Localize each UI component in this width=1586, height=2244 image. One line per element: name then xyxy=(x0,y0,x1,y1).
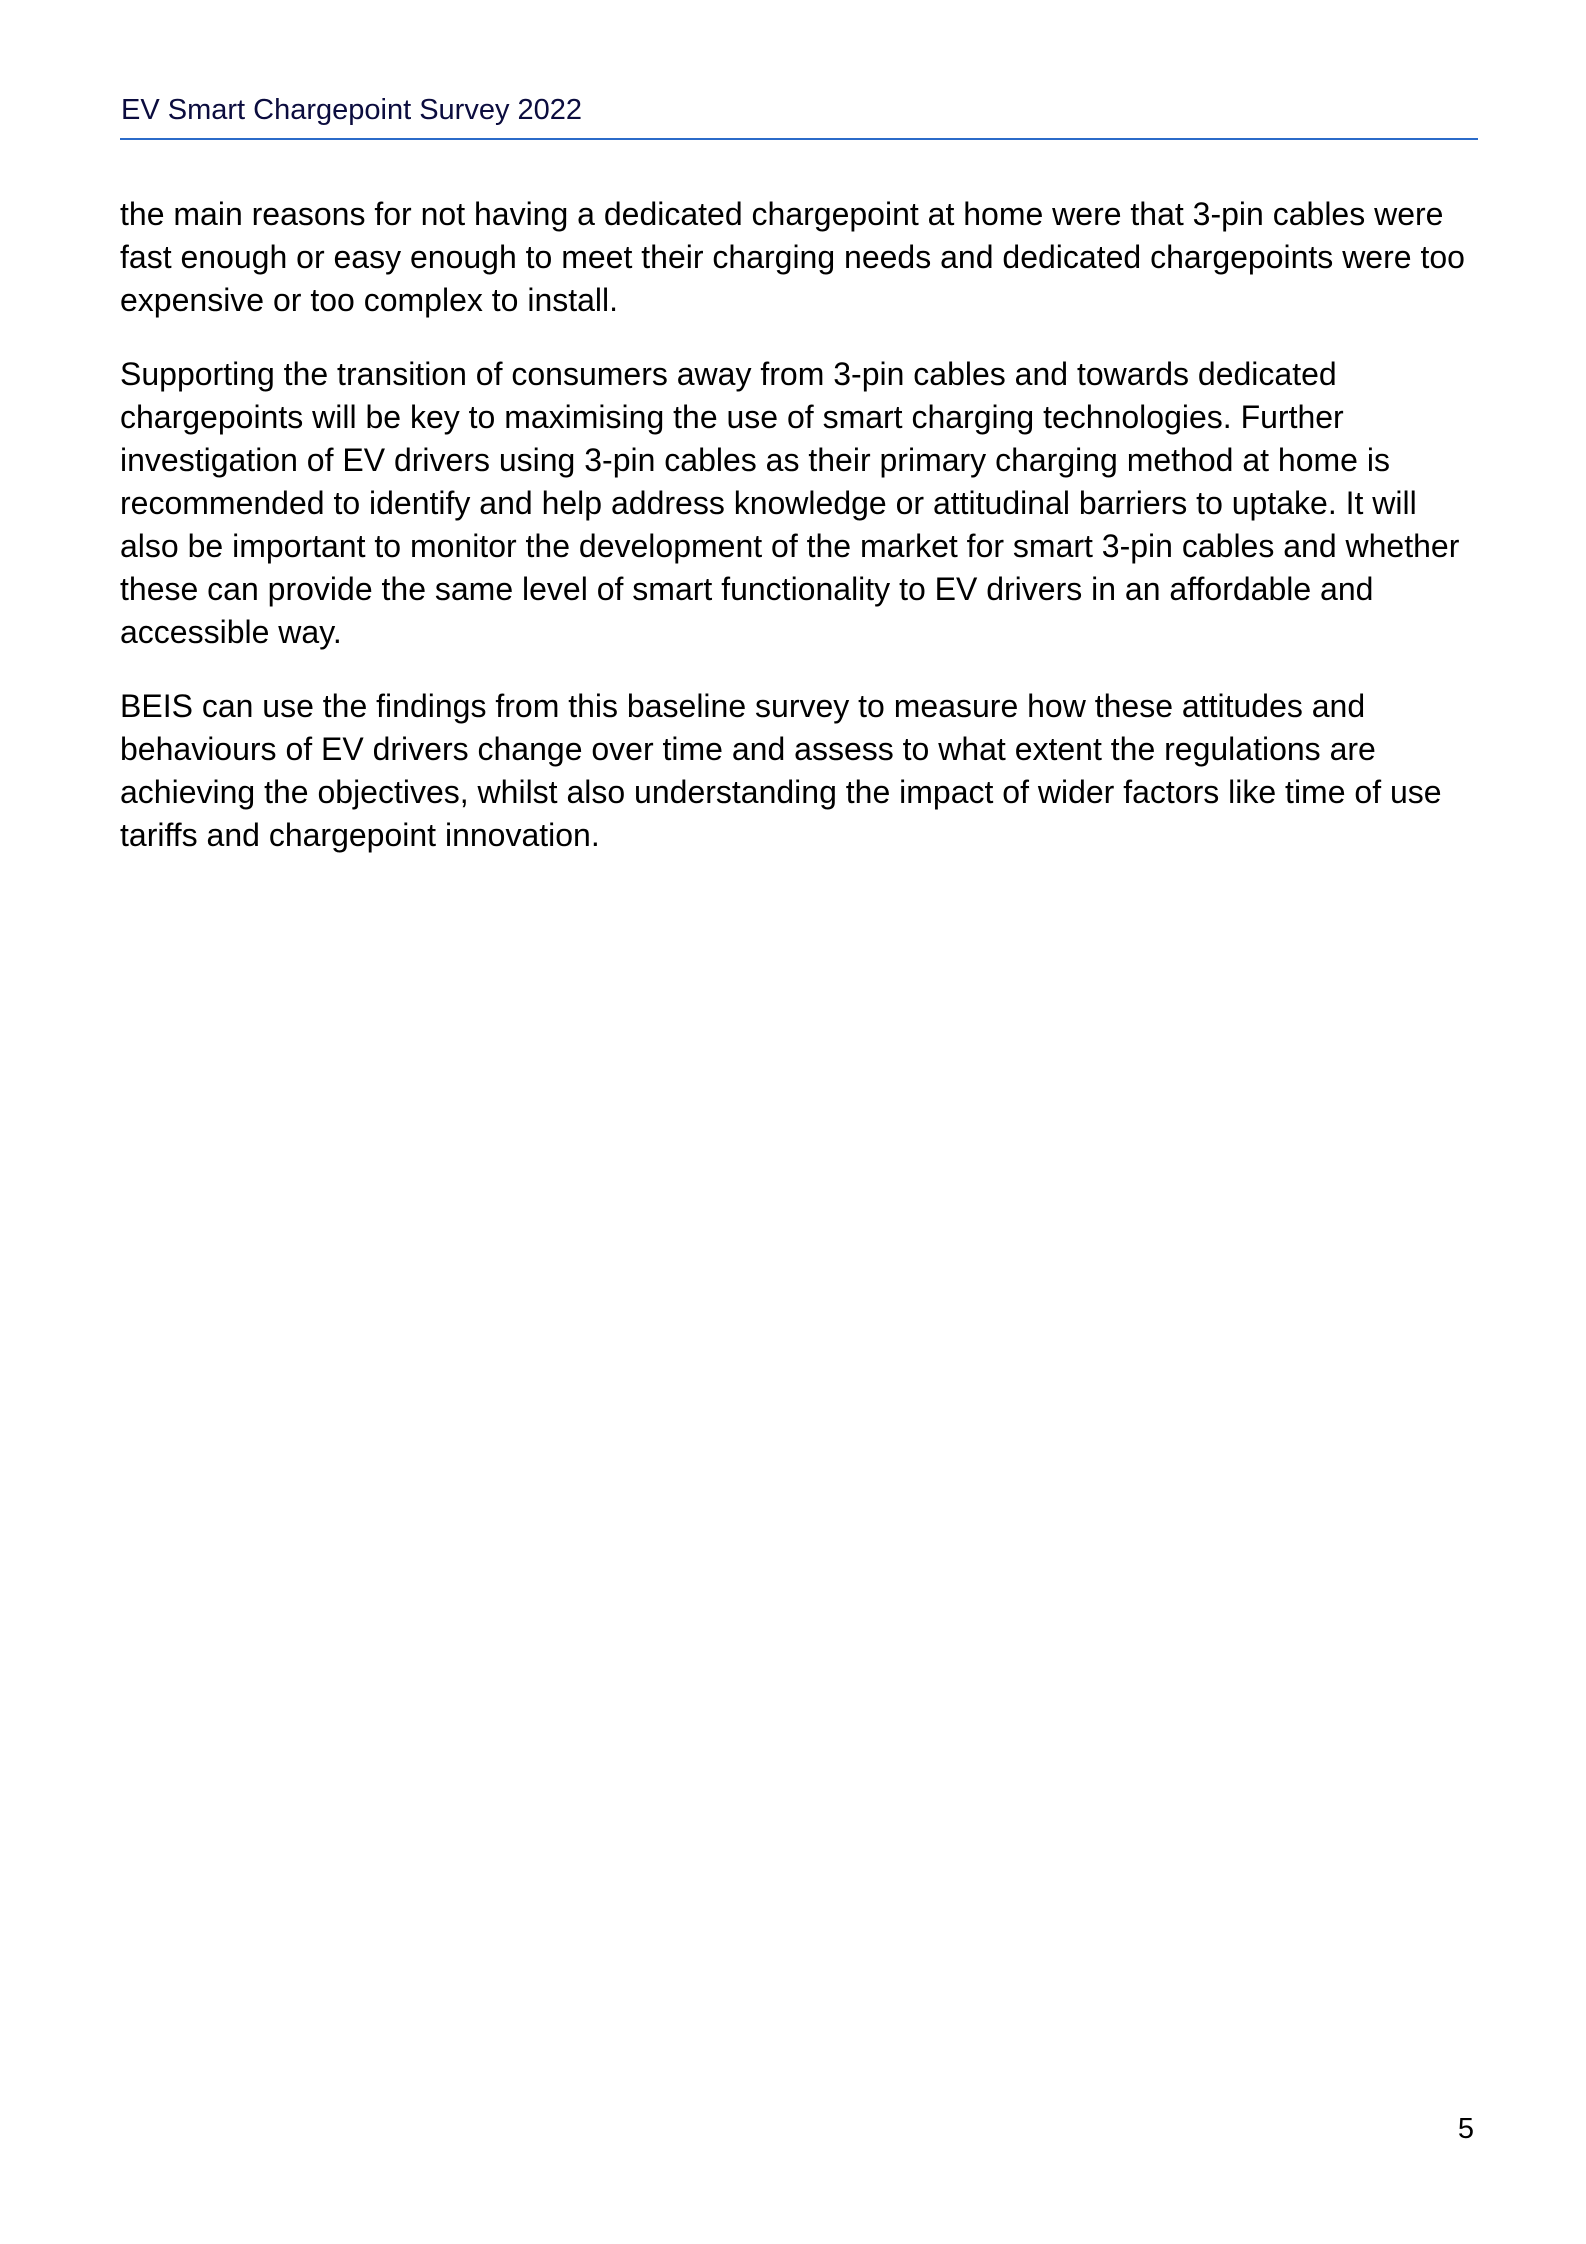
text-line: expensive or too complex to install. xyxy=(120,282,619,318)
text-line: chargepoints will be key to maximising the use of smart charging technologies. Further xyxy=(120,399,1344,435)
page-number: 5 xyxy=(1457,2113,1474,2145)
text-line: also be important to monitor the development of the market for smart 3-pin cables and whether xyxy=(120,528,1460,564)
text-line: BEIS can use the findings from this baseline survey to measure how these attitudes and xyxy=(120,688,1366,724)
text-line: behaviours of EV drivers change over time and assess to what extent the regulations are xyxy=(120,731,1376,767)
paragraph-1 xyxy=(120,193,1490,322)
text-line: tariffs and chargepoint innovation. xyxy=(120,817,600,853)
body-text xyxy=(120,193,1490,888)
text-line: recommended to identify and help address knowledge or attitudinal barriers to uptake. It will xyxy=(120,485,1417,521)
page-header xyxy=(120,92,1478,140)
paragraph-2 xyxy=(120,353,1490,654)
document-title: EV Smart Chargepoint Survey 2022 xyxy=(121,94,583,126)
text-line: the main reasons for not having a dedicated chargepoint at home were that 3-pin cables were xyxy=(120,196,1444,232)
paragraph-3 xyxy=(120,685,1490,857)
text-line: Supporting the transition of consumers away from 3-pin cables and towards dedicated xyxy=(120,356,1337,392)
text-line: fast enough or easy enough to meet their charging needs and dedicated chargepoints were too xyxy=(120,239,1465,275)
text-line: investigation of EV drivers using 3-pin cables as their primary charging method at home is xyxy=(120,442,1390,478)
text-line: achieving the objectives, whilst also understanding the impact of wider factors like time of use xyxy=(120,774,1442,810)
text-line: accessible way. xyxy=(120,614,342,650)
text-line: these can provide the same level of smart functionality to EV drivers in an affordable and xyxy=(120,571,1374,607)
